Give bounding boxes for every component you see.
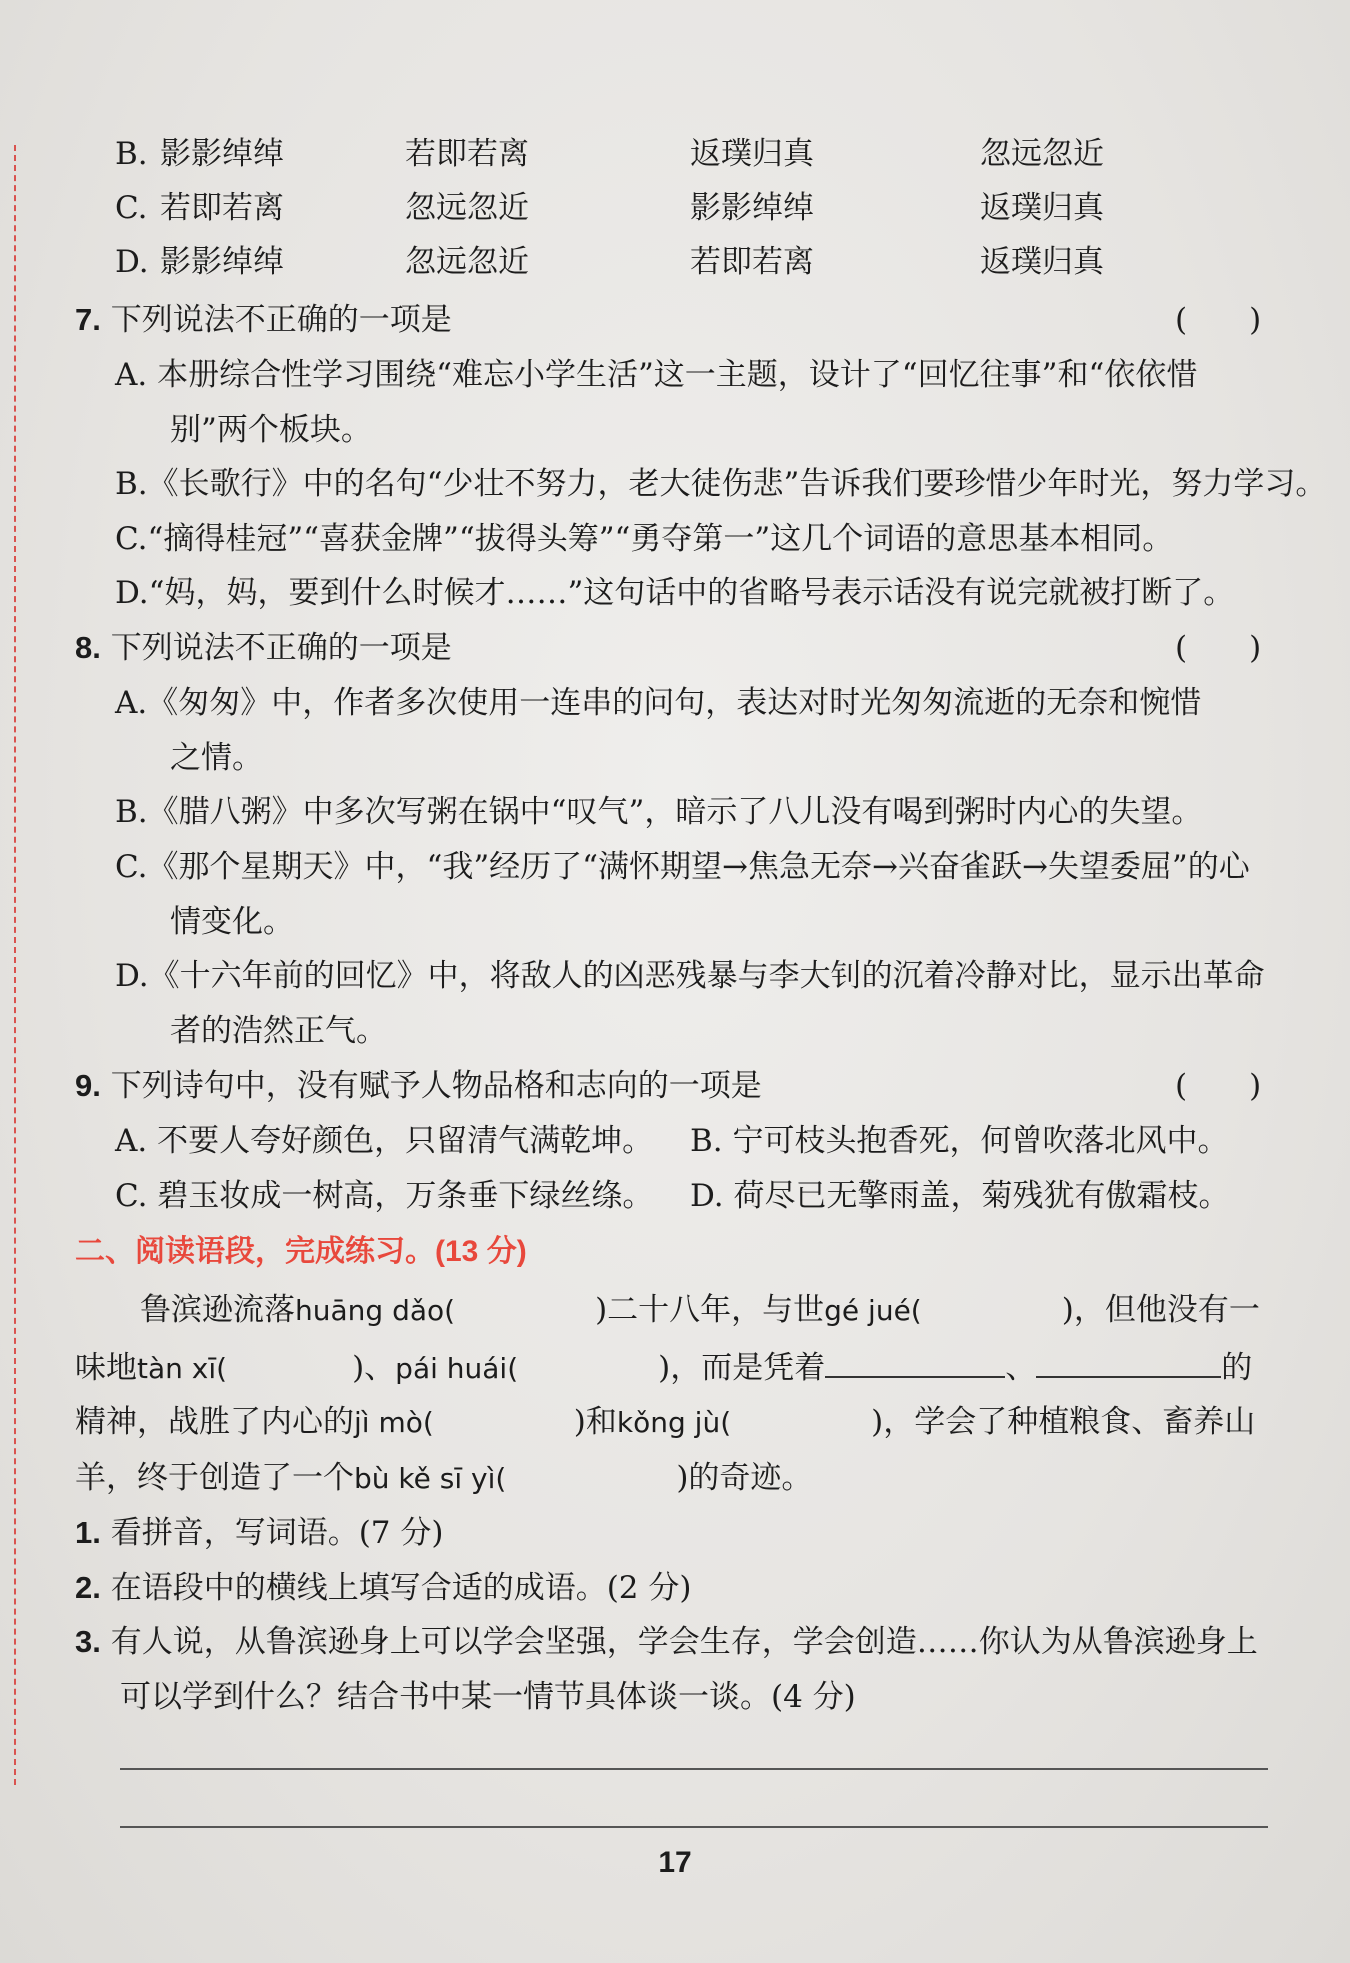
question-text: 下列说法不正确的一项是 — [110, 630, 452, 666]
question-number: 7. — [75, 302, 101, 337]
passage-text: )、 — [352, 1350, 396, 1386]
q8-option-d-line1: D.《十六年前的回忆》中，将敌人的凶恶残暴与李大钊的沉着冷静对比，显示出革命 — [115, 958, 1265, 994]
answer-paren[interactable]: ( ) — [1175, 630, 1262, 666]
option-item: 返璞归真 — [980, 244, 1104, 280]
question-9-stem — [75, 1066, 762, 1106]
passage-text: )，学会了种植粮食、畜养山 — [871, 1404, 1256, 1440]
pinyin: pái huái( — [395, 1352, 519, 1385]
passage-text: 羊，终于创造了一个 — [75, 1460, 354, 1496]
pinyin: tàn xī( — [137, 1352, 228, 1385]
q9-option-c: C. 碧玉妆成一树高，万条垂下绿丝绦。 — [115, 1178, 654, 1214]
passage-text: 精神，战胜了内心的 — [75, 1404, 354, 1440]
q8-option-c-line2: 情变化。 — [170, 904, 294, 940]
pinyin: huāng dǎo( — [295, 1294, 456, 1327]
answer-line-1[interactable] — [120, 1768, 1268, 1770]
sub-question-3-line2: 可以学到什么？结合书中某一情节具体谈一谈。(4 分) — [120, 1679, 856, 1715]
passage-line-1 — [140, 1290, 1260, 1331]
passage-line-3 — [75, 1402, 1255, 1443]
option-item: 若即若离 — [160, 190, 284, 226]
q7-option-d: D.“妈，妈，要到什么时候才……”这句话中的省略号表示话没有说完就被打断了。 — [115, 575, 1235, 611]
option-item: 影影绰绰 — [160, 136, 284, 172]
q7-option-a-line2: 别”两个板块。 — [170, 412, 372, 448]
q9-option-a: A. 不要人夸好颜色，只留清气满乾坤。 — [115, 1123, 654, 1159]
passage-text: )的奇迹。 — [676, 1460, 813, 1496]
q8-option-a-line2: 之情。 — [170, 740, 263, 776]
pinyin: kǒng jù( — [616, 1406, 732, 1439]
question-7-stem — [75, 300, 452, 340]
question-number: 8. — [75, 630, 101, 665]
q8-option-b: B.《腊八粥》中多次写粥在锅中“叹气”，暗示了八儿没有喝到粥时内心的失望。 — [115, 794, 1203, 830]
passage-text: 的 — [1221, 1350, 1253, 1386]
passage-text: )，而是凭着 — [658, 1350, 826, 1386]
q8-option-a-line1: A.《匆匆》中，作者多次使用一连串的问句，表达对时光匆匆流逝的无奈和惋惜 — [115, 685, 1202, 721]
q8-option-d-line2: 者的浩然正气。 — [170, 1013, 387, 1049]
pinyin: bù kě sī yì( — [354, 1462, 507, 1495]
passage-line-2 — [75, 1346, 1252, 1389]
pinyin: gé jué( — [824, 1294, 922, 1327]
idiom-blank-1[interactable] — [825, 1346, 1005, 1378]
q7-option-b: B.《长歌行》中的名句“少壮不努力，老大徒伤悲”告诉我们要珍惜少年时光，努力学习。 — [115, 466, 1327, 502]
passage-line-4 — [75, 1458, 812, 1499]
question-number: 9. — [75, 1068, 101, 1103]
section-2-title: 二、阅读语段，完成练习。(13 分) — [75, 1235, 527, 1268]
passage-text: )二十八年，与世 — [595, 1292, 825, 1328]
option-item: 若即若离 — [405, 136, 529, 172]
question-8-stem — [75, 628, 452, 668]
question-number: 2. — [75, 1570, 101, 1605]
question-number: 3. — [75, 1624, 101, 1659]
sub-question-1 — [75, 1513, 443, 1553]
answer-paren[interactable]: ( ) — [1175, 1068, 1262, 1104]
question-text: 下列说法不正确的一项是 — [110, 302, 452, 338]
option-item: 影影绰绰 — [160, 244, 284, 280]
q7-option-c: C.“摘得桂冠”“喜获金牌”“拔得头筹”“勇夺第一”这几个词语的意思基本相同。 — [115, 521, 1174, 557]
question-text: 有人说，从鲁滨逊身上可以学会坚强，学会生存，学会创造……你认为从鲁滨逊身上 — [110, 1624, 1258, 1660]
idiom-blank-2[interactable] — [1036, 1346, 1221, 1378]
option-label: C. — [115, 190, 148, 226]
passage-text: 、 — [1005, 1350, 1037, 1386]
option-item: 若即若离 — [690, 244, 814, 280]
question-text: 下列诗句中，没有赋予人物品格和志向的一项是 — [110, 1068, 762, 1104]
q9-option-b: B. 宁可枝头抱香死，何曾吹落北风中。 — [690, 1123, 1229, 1159]
option-label: B. — [115, 136, 148, 172]
sub-question-2 — [75, 1568, 691, 1608]
question-text: 在语段中的横线上填写合适的成语。(2 分) — [110, 1570, 692, 1606]
option-item: 返璞归真 — [980, 190, 1104, 226]
option-label: D. — [115, 244, 149, 280]
q9-option-d: D. 荷尽已无擎雨盖，菊残犹有傲霜枝。 — [690, 1178, 1230, 1214]
option-item: 忽远忽近 — [405, 244, 529, 280]
option-item: 返璞归真 — [690, 136, 814, 172]
answer-paren[interactable]: ( ) — [1175, 302, 1262, 338]
passage-text: )和 — [573, 1404, 617, 1440]
option-item: 影影绰绰 — [690, 190, 814, 226]
passage-text: 鲁滨逊流落 — [140, 1292, 295, 1328]
margin-dashed-line — [14, 145, 16, 1785]
question-text: 看拼音，写词语。(7 分) — [110, 1515, 444, 1551]
question-number: 1. — [75, 1515, 101, 1550]
passage-text: 味地 — [75, 1350, 137, 1386]
page-number: 17 — [658, 1846, 692, 1879]
q7-option-a-line1: A. 本册综合性学习围绕“难忘小学生活”这一主题，设计了“回忆往事”和“依依惜 — [115, 357, 1198, 393]
answer-line-2[interactable] — [120, 1826, 1268, 1828]
pinyin: jì mò( — [354, 1406, 434, 1439]
sub-question-3 — [75, 1622, 1258, 1662]
passage-text: )，但他没有一 — [1061, 1292, 1260, 1328]
option-item: 忽远忽近 — [405, 190, 529, 226]
q8-option-c-line1: C.《那个星期天》中，“我”经历了“满怀期望→焦急无奈→兴奋雀跃→失望委屈”的心 — [115, 849, 1250, 885]
option-item: 忽远忽近 — [980, 136, 1104, 172]
